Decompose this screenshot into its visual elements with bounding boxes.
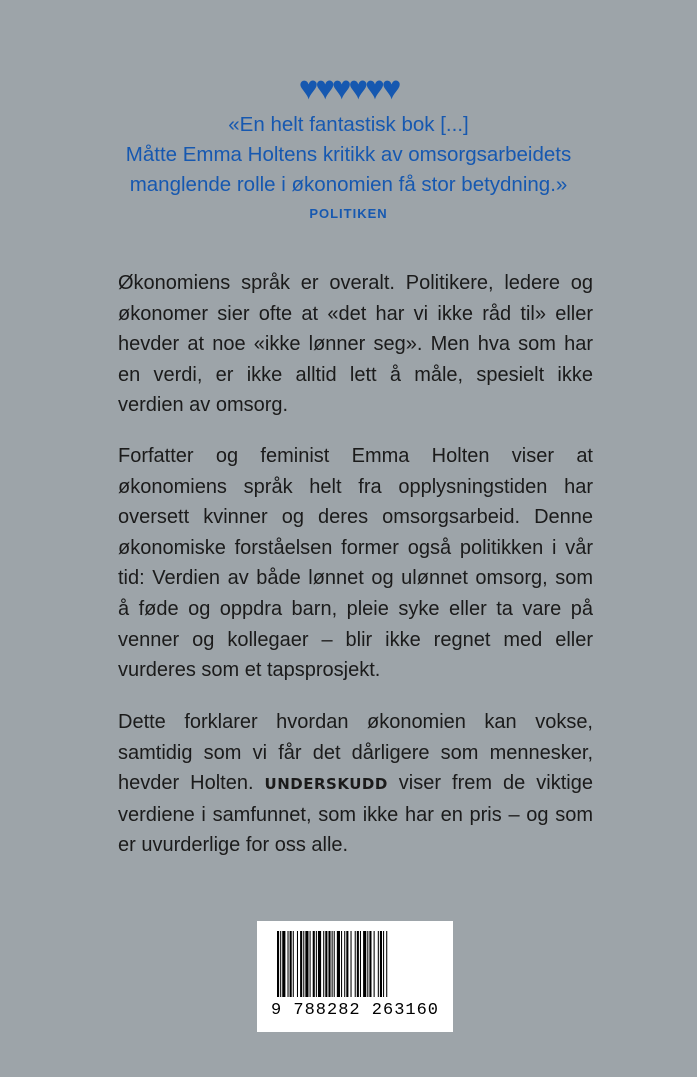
barcode-bar [313, 931, 315, 997]
isbn-barcode-image [275, 931, 435, 999]
barcode-bar [367, 931, 368, 997]
barcode-bar [318, 931, 321, 997]
isbn-digits: 9 788282 263160 [270, 1001, 440, 1020]
barcode-bar [386, 931, 387, 997]
barcode-bar [325, 931, 327, 997]
barcode-bar [290, 931, 292, 997]
barcode-bar [303, 931, 304, 997]
quote-line-3: manglende rolle i økonomien få stor betydning.» [129, 173, 568, 196]
barcode-bar [297, 931, 298, 997]
blurb-p3-start: Dette forklarer hvordan økonomien kan vokse, samtidig som vi får det dårligere som mennesker, hevder Holten. [118, 711, 593, 795]
barcode-bar [337, 931, 340, 997]
barcode-bar [346, 931, 348, 997]
quote-line-1: «En helt fantastisk bok [...] [228, 113, 469, 136]
barcode-bar [374, 931, 375, 997]
barcode-bar [380, 931, 382, 997]
blurb-paragraph-3 [118, 707, 593, 861]
blurb-paragraph-1: Økonomiens språk er overalt. Politikere, ledere og økonomer sier ofte at «det har vi ikke råd til» eller hevder at noe «ikke lønner seg». Men hva som har en verdi, er ikke alltid lett å måle, spesielt ikke verdien av omsorg. [118, 272, 593, 417]
barcode-bar [363, 931, 366, 997]
barcode-bar [351, 931, 352, 997]
barcode-bar [357, 931, 359, 997]
barcode-bar [355, 931, 356, 997]
barcode-bar [341, 931, 342, 997]
blurb-p3-end: viser frem de viktige verdiene i samfunnet, som ikke har en pris – og som er uvurderlige for oss alle. [118, 772, 593, 857]
quote-line-2: Måtte Emma Holtens kritikk av omsorgsarbeidets [125, 143, 572, 166]
barcode-bar [282, 931, 285, 997]
book-title-inline: UNDERSKUDD [264, 775, 388, 794]
barcode-bar [344, 931, 345, 997]
barcode-bar [305, 931, 308, 997]
barcode-bar [360, 931, 361, 997]
barcode-bar [300, 931, 302, 997]
barcode-bar [280, 931, 281, 997]
barcode-bar [369, 931, 371, 997]
barcode-bar [328, 931, 330, 997]
review-quote [40, 110, 657, 200]
barcode-bar [316, 931, 317, 997]
rating-hearts: ♥♥♥♥♥♥ [298, 69, 399, 106]
blurb-paragraph-2: Forfatter og feminist Emma Holten viser at økonomiens språk helt fra opplysningstiden har oversett kvinner og deres omsorgsarbeid. Denne økonomiske forståelsen former også politikken i vår tid: Verdien av både lønnet og ulønnet omsorg, som å føde og oppdra barn, pleie syke eller ta vare på venner og kollegaer – blir ikke regnet med eller vurderes som et tapsprosjekt. [118, 445, 593, 682]
barcode-bar [293, 931, 294, 997]
barcode-bar [334, 931, 335, 997]
barcode-bar [378, 931, 379, 997]
barcode-bar [310, 931, 311, 997]
barcode-box [257, 921, 453, 1032]
barcode-bar [383, 931, 384, 997]
barcode-bar [277, 931, 279, 997]
quote-source: POLITIKEN [309, 206, 388, 221]
barcode-bar [288, 931, 289, 997]
barcode-bar [332, 931, 333, 997]
barcode-bar [323, 931, 324, 997]
